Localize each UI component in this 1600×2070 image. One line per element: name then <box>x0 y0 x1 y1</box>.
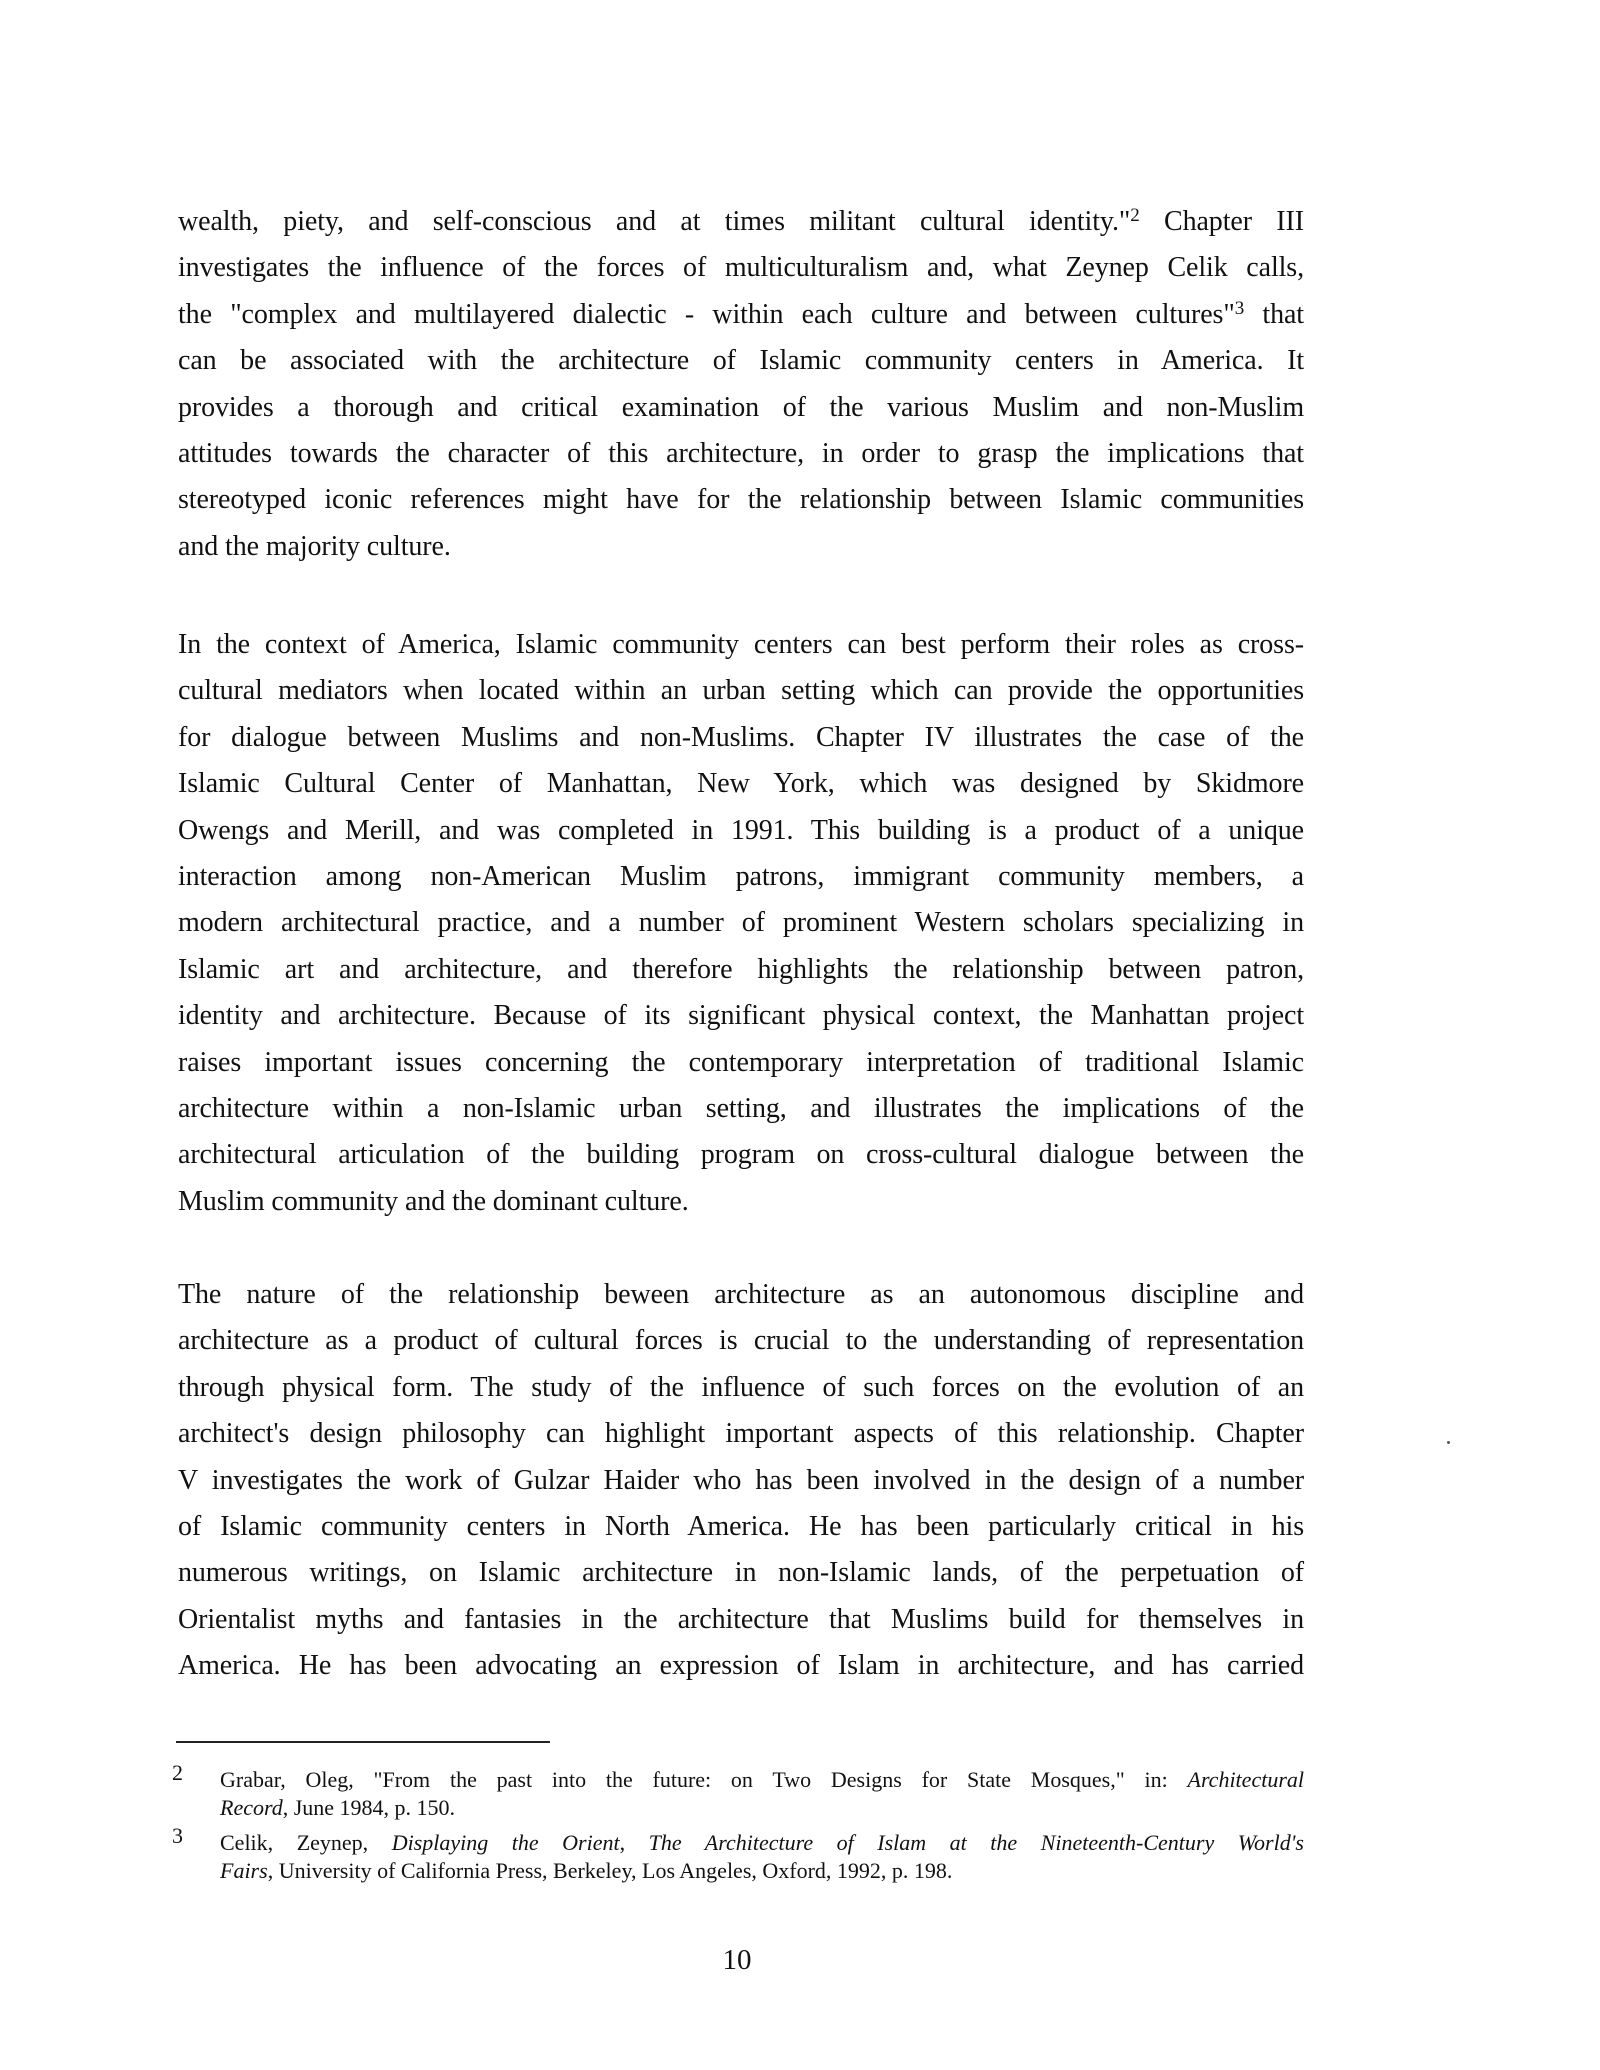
text-line: America. He has been advocating an expression of Islam in architecture, and has carried <box>178 1650 1304 1682</box>
footnote-line: Grabar, Oleg, "From the past into the future: on Two Designs for State Mosques," in: Architectural <box>220 1767 1304 1792</box>
text-line: Muslim community and the dominant culture. <box>178 1185 689 1217</box>
text-line: architectural articulation of the building program on cross-cultural dialogue between the <box>178 1139 1304 1171</box>
text-line: can be associated with the architecture of Islamic community centers in America. It <box>178 345 1304 377</box>
text-line: interaction among non-American Muslim patrons, immigrant community members, a <box>178 860 1304 892</box>
text-line: Islamic Cultural Center of Manhattan, New York, which was designed by Skidmore <box>178 768 1304 800</box>
footnote-ref-2[interactable]: 2 <box>1130 205 1140 226</box>
text-line: architecture within a non-Islamic urban setting, and illustrates the implications of the <box>178 1092 1304 1124</box>
text-line: provides a thorough and critical examination of the various Muslim and non-Muslim <box>178 391 1304 423</box>
text-line: investigates the influence of the forces of multiculturalism and, what Zeynep Celik calls, <box>178 252 1304 284</box>
scan-speck <box>1447 1441 1450 1444</box>
text-line: cultural mediators when located within an urban setting which can provide the opportunities <box>178 675 1304 707</box>
text-line: through physical form. The study of the influence of such forces on the evolution of an <box>178 1371 1304 1403</box>
text-line: stereotyped iconic references might have for the relationship between Islamic communities <box>178 484 1304 516</box>
text-line: architecture as a product of cultural forces is crucial to the understanding of representation <box>178 1325 1304 1357</box>
footnote-separator <box>176 1741 550 1743</box>
footnote-line: Fairs, University of California Press, Berkeley, Los Angeles, Oxford, 1992, p. 198. <box>220 1858 953 1883</box>
footnote-ref-3[interactable]: 3 <box>1234 297 1245 319</box>
text-line: modern architectural practice, and a number of prominent Western scholars specializing in <box>178 907 1304 939</box>
text-line: and the majority culture. <box>178 530 451 562</box>
footnote-line: Celik, Zeynep, Displaying the Orient, The Architecture of Islam at the Nineteenth-Century World's <box>220 1830 1304 1855</box>
paragraph-1 <box>178 199 1304 570</box>
text-line: identity and architecture. Because of its significant physical context, the Manhattan project <box>178 1000 1304 1032</box>
text-line: raises important issues concerning the contemporary interpretation of traditional Islamic <box>178 1046 1304 1078</box>
text-line: wealth, piety, and self-conscious and at times militant cultural identity."$^2$ Chapter III <box>178 205 1304 237</box>
paragraph-3 <box>178 1272 1304 1690</box>
text-line: the "complex and multilayered dialectic - within each culture and between cultures"$^3$ that <box>178 297 1304 330</box>
text-line: The nature of the relationship beween architecture as an autonomous discipline and <box>178 1279 1304 1310</box>
text-line: for dialogue between Muslims and non-Muslims. Chapter IV illustrates the case of the <box>178 721 1304 753</box>
text-line: In the context of America, Islamic community centers can best perform their roles as cross- <box>178 629 1304 660</box>
text-line: Owengs and Merill, and was completed in 1991. This building is a product of a unique <box>178 814 1304 846</box>
text-line: V investigates the work of Gulzar Haider who has been involved in the design of a number <box>178 1464 1304 1496</box>
footnote-line: Record, June 1984, p. 150. <box>220 1795 456 1820</box>
text-line: Islamic art and architecture, and therefore highlights the relationship between patron, <box>178 953 1304 985</box>
text-line: Orientalist myths and fantasies in the architecture that Muslims build for themselves in <box>178 1603 1304 1635</box>
text-line: of Islamic community centers in North America. He has been particularly critical in his <box>178 1510 1304 1542</box>
footnote-number: 3 <box>172 1823 183 1848</box>
text-line: architect's design philosophy can highlight important aspects of this relationship. Chapter <box>178 1418 1304 1450</box>
text-line: attitudes towards the character of this architecture, in order to grasp the implications that <box>178 437 1304 469</box>
paragraph-2 <box>178 622 1304 1225</box>
text-line: numerous writings, on Islamic architecture in non-Islamic lands, of the perpetuation of <box>178 1557 1304 1589</box>
footnote-number: 2 <box>172 1760 183 1785</box>
page-number: 10 <box>722 1944 752 1976</box>
